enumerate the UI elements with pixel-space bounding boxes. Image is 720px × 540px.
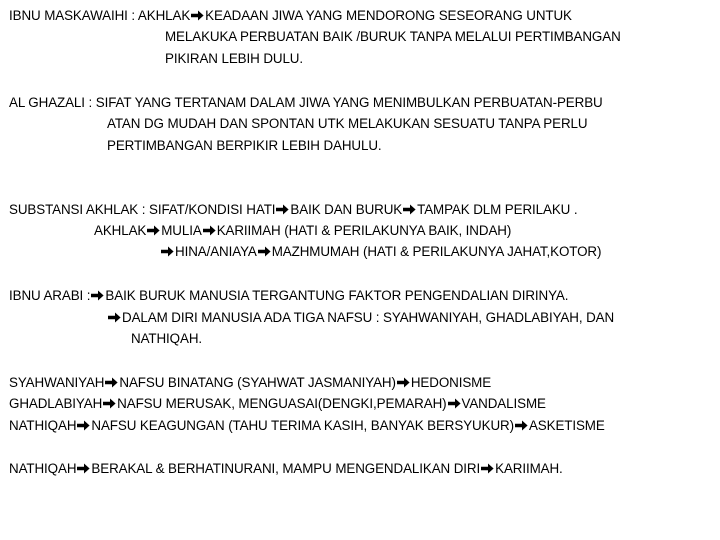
ibnu-arabi-definition: BAIK BURUK MANUSIA TERGANTUNG FAKTOR PENGENDALIAN DIRINYA. [105,288,569,303]
syahwaniyah-line [9,374,491,391]
al-ghazali-line-2: ATAN DG MUDAH DAN SPONTAN UTK MELAKUKAN SESUATU TANPA PERLU [107,116,588,131]
right-arrow-icon [91,290,104,301]
syahwaniyah-result: HEDONISME [410,375,492,390]
ibnu-arabi-line-3: NATHIQAH. [131,331,203,346]
ibnu-arabi-label: IBNU ARABI : [9,288,91,303]
syahwaniyah-nafsu: NAFSU BINATANG (SYAHWAT JASMANIYAH) [119,375,396,390]
substansi-baik-buruk: BAIK DAN BURUK [290,202,403,217]
ghadlabiyah-line [9,395,546,412]
right-arrow-icon [397,377,410,388]
ghadlabiyah-nafsu: NAFSU MERUSAK, MENGUASAI(DENGKI,PEMARAH) [117,396,447,411]
nathiqah-label: NATHIQAH [9,418,77,433]
ibnu-arabi-line-2 [107,309,614,326]
nathiqah-result: ASKETISME [528,418,605,433]
right-arrow-icon [77,420,90,431]
nathiqah-nafsu: NAFSU KEAGUNGAN (TAHU TERIMA KASIH, BANYAK BERSYUKUR) [91,418,514,433]
ibnu-maskawaihi-line-1 [9,7,572,24]
nathiqah-final-line [9,460,563,477]
ibnu-maskawaihi-label: IBNU MASKAWAIHI : AKHLAK [9,8,191,23]
right-arrow-icon [161,246,174,257]
right-arrow-icon [515,420,528,431]
ibnu-maskawaihi-line-2: MELAKUKA PERBUATAN BAIK /BURUK TANPA MELALUI PERTIMBANGAN [165,29,621,44]
al-ghazali-line-1: AL GHAZALI : SIFAT YANG TERTANAM DALAM JIWA YANG MENIMBULKAN PERBUATAN-PERBU [9,95,603,110]
ibnu-maskawaihi-line-3: PIKIRAN LEBIH DULU. [165,51,303,66]
akhlak-hina: HINA/ANIAYA [175,244,257,259]
substansi-akhlak-line-2 [94,222,511,239]
ghadlabiyah-result: VANDALISME [461,396,546,411]
substansi-label: SUBSTANSI AKHLAK : SIFAT/KONDISI HATI [9,202,276,217]
right-arrow-icon [203,225,216,236]
akhlak-mulia: MULIA [161,223,202,238]
right-arrow-icon [108,312,121,323]
nathiqah-final-result: KARIIMAH. [495,461,563,476]
substansi-akhlak-line-1 [9,201,577,218]
akhlak-label: AKHLAK [94,223,147,238]
right-arrow-icon [403,204,416,215]
right-arrow-icon [258,246,271,257]
nathiqah-final-definition: BERAKAL & BERHATINURANI, MAMPU MENGENDALIKAN DIRI [91,461,481,476]
right-arrow-icon [103,398,116,409]
al-ghazali-line-3: PERTIMBANGAN BERPIKIR LEBIH DAHULU. [107,138,382,153]
right-arrow-icon [105,377,118,388]
right-arrow-icon [147,225,160,236]
syahwaniyah-label: SYAHWANIYAH [9,375,105,390]
ibnu-maskawaihi-definition: KEADAAN JIWA YANG MENDORONG SESEORANG UNTUK [205,8,572,23]
right-arrow-icon [191,10,204,21]
ibnu-arabi-tiga-nafsu: DALAM DIRI MANUSIA ADA TIGA NAFSU : SYAHWANIYAH, GHADLABIYAH, DAN [122,310,615,325]
right-arrow-icon [481,463,494,474]
right-arrow-icon [276,204,289,215]
right-arrow-icon [448,398,461,409]
substansi-akhlak-line-3 [160,243,601,260]
akhlak-mazhmumah: MAZHMUMAH (HATI & PERILAKUNYA JAHAT,KOTOR) [271,244,602,259]
right-arrow-icon [77,463,90,474]
nathiqah-final-label: NATHIQAH [9,461,77,476]
substansi-tampak: TAMPAK DLM PERILAKU . [417,202,578,217]
nathiqah-line [9,417,605,434]
akhlak-kariimah: KARIIMAH (HATI & PERILAKUNYA BAIK, INDAH) [216,223,512,238]
ghadlabiyah-label: GHADLABIYAH [9,396,103,411]
ibnu-arabi-line-1 [9,287,568,304]
